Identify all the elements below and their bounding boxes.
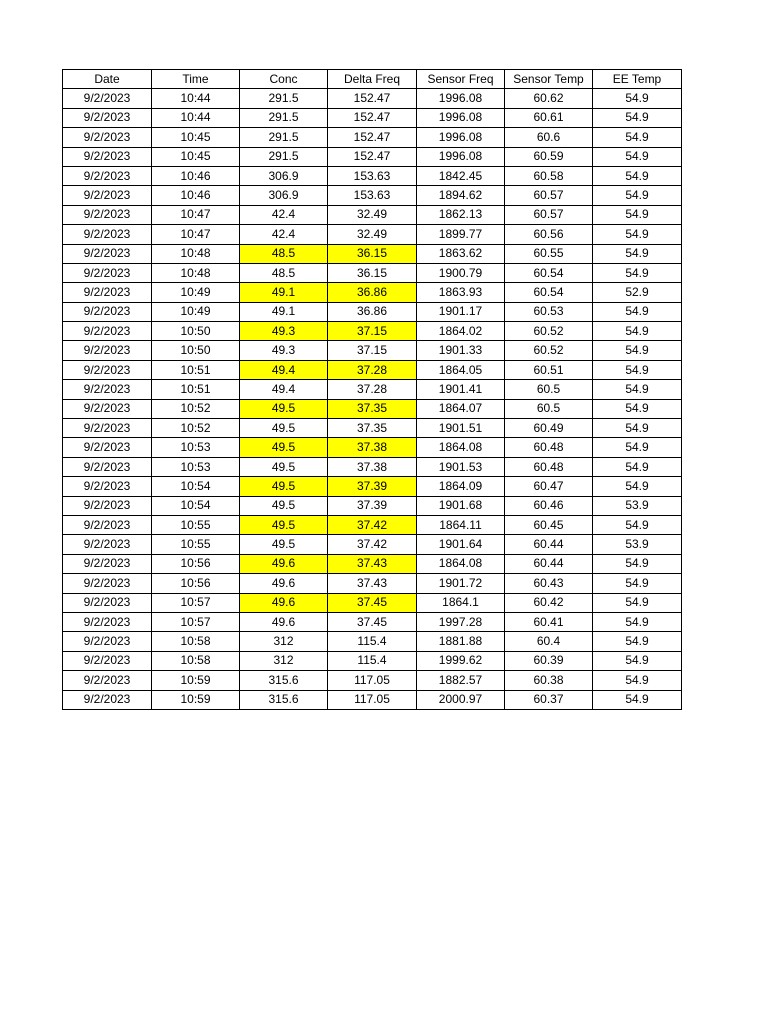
cell-sensor-freq: 1901.17 (417, 302, 505, 321)
table-row (63, 147, 682, 166)
cell-date: 9/2/2023 (63, 263, 152, 282)
cell-sensor-freq: 1882.57 (417, 671, 505, 690)
table-row (63, 186, 682, 205)
cell-time: 10:48 (152, 263, 240, 282)
cell-conc: 49.6 (240, 554, 328, 573)
data-table (62, 69, 682, 710)
cell-conc: 306.9 (240, 186, 328, 205)
cell-delta-freq: 37.39 (328, 496, 417, 515)
cell-date: 9/2/2023 (63, 302, 152, 321)
table-row (63, 108, 682, 127)
cell-conc: 291.5 (240, 89, 328, 108)
cell-sensor-freq: 1901.53 (417, 457, 505, 476)
cell-time: 10:46 (152, 166, 240, 185)
cell-ee-temp: 54.9 (593, 302, 682, 321)
cell-sensor-temp: 60.52 (505, 322, 593, 341)
table-row (63, 225, 682, 244)
cell-date: 9/2/2023 (63, 166, 152, 185)
cell-date: 9/2/2023 (63, 690, 152, 709)
cell-conc: 315.6 (240, 671, 328, 690)
table-row (63, 341, 682, 360)
cell-delta-freq: 37.28 (328, 360, 417, 379)
cell-ee-temp: 54.9 (593, 651, 682, 670)
cell-sensor-freq: 1881.88 (417, 632, 505, 651)
cell-time: 10:58 (152, 632, 240, 651)
cell-sensor-temp: 60.56 (505, 225, 593, 244)
table-row (63, 166, 682, 185)
cell-ee-temp: 54.9 (593, 457, 682, 476)
table-row (63, 360, 682, 379)
cell-ee-temp: 54.9 (593, 225, 682, 244)
cell-date: 9/2/2023 (63, 147, 152, 166)
cell-sensor-freq: 1899.77 (417, 225, 505, 244)
cell-delta-freq: 37.43 (328, 574, 417, 593)
cell-sensor-temp: 60.5 (505, 399, 593, 418)
cell-sensor-freq: 1862.13 (417, 205, 505, 224)
cell-time: 10:53 (152, 457, 240, 476)
cell-time: 10:49 (152, 283, 240, 302)
cell-sensor-temp: 60.48 (505, 457, 593, 476)
cell-ee-temp: 54.9 (593, 593, 682, 612)
cell-conc: 49.4 (240, 380, 328, 399)
cell-sensor-freq: 1996.08 (417, 89, 505, 108)
cell-delta-freq: 37.45 (328, 593, 417, 612)
cell-date: 9/2/2023 (63, 632, 152, 651)
cell-ee-temp: 54.9 (593, 205, 682, 224)
cell-sensor-freq: 1901.64 (417, 535, 505, 554)
cell-conc: 49.5 (240, 438, 328, 457)
cell-delta-freq: 152.47 (328, 128, 417, 147)
cell-time: 10:50 (152, 322, 240, 341)
cell-date: 9/2/2023 (63, 322, 152, 341)
cell-date: 9/2/2023 (63, 419, 152, 438)
cell-sensor-temp: 60.42 (505, 593, 593, 612)
cell-conc: 291.5 (240, 147, 328, 166)
cell-sensor-freq: 1901.41 (417, 380, 505, 399)
table-row (63, 496, 682, 515)
cell-delta-freq: 36.15 (328, 244, 417, 263)
cell-time: 10:55 (152, 515, 240, 534)
cell-date: 9/2/2023 (63, 438, 152, 457)
cell-sensor-freq: 1842.45 (417, 166, 505, 185)
cell-sensor-temp: 60.58 (505, 166, 593, 185)
cell-date: 9/2/2023 (63, 671, 152, 690)
table-row (63, 515, 682, 534)
cell-time: 10:50 (152, 341, 240, 360)
column-header-sensor-freq: Sensor Freq (417, 70, 505, 89)
cell-sensor-freq: 1997.28 (417, 612, 505, 631)
cell-time: 10:53 (152, 438, 240, 457)
cell-conc: 49.3 (240, 322, 328, 341)
cell-delta-freq: 37.43 (328, 554, 417, 573)
cell-date: 9/2/2023 (63, 574, 152, 593)
cell-delta-freq: 36.15 (328, 263, 417, 282)
cell-sensor-temp: 60.51 (505, 360, 593, 379)
cell-sensor-freq: 1864.11 (417, 515, 505, 534)
cell-conc: 49.6 (240, 612, 328, 631)
table-row (63, 128, 682, 147)
cell-date: 9/2/2023 (63, 186, 152, 205)
table-row (63, 535, 682, 554)
table-row (63, 671, 682, 690)
cell-ee-temp: 54.9 (593, 632, 682, 651)
cell-sensor-temp: 60.62 (505, 89, 593, 108)
cell-delta-freq: 37.42 (328, 515, 417, 534)
column-header-delta-freq: Delta Freq (328, 70, 417, 89)
cell-time: 10:44 (152, 108, 240, 127)
cell-sensor-freq: 1864.1 (417, 593, 505, 612)
column-header-sensor-temp: Sensor Temp (505, 70, 593, 89)
cell-ee-temp: 54.9 (593, 690, 682, 709)
table-row (63, 89, 682, 108)
cell-sensor-temp: 60.48 (505, 438, 593, 457)
cell-delta-freq: 36.86 (328, 283, 417, 302)
cell-delta-freq: 37.38 (328, 438, 417, 457)
cell-conc: 291.5 (240, 108, 328, 127)
cell-date: 9/2/2023 (63, 128, 152, 147)
cell-sensor-temp: 60.45 (505, 515, 593, 534)
cell-time: 10:51 (152, 360, 240, 379)
table-row (63, 554, 682, 573)
cell-ee-temp: 54.9 (593, 399, 682, 418)
cell-ee-temp: 52.9 (593, 283, 682, 302)
cell-sensor-temp: 60.61 (505, 108, 593, 127)
cell-sensor-temp: 60.5 (505, 380, 593, 399)
cell-delta-freq: 115.4 (328, 651, 417, 670)
cell-conc: 49.1 (240, 302, 328, 321)
cell-ee-temp: 54.9 (593, 322, 682, 341)
cell-ee-temp: 54.9 (593, 515, 682, 534)
cell-sensor-freq: 1863.62 (417, 244, 505, 263)
cell-date: 9/2/2023 (63, 477, 152, 496)
cell-date: 9/2/2023 (63, 341, 152, 360)
cell-conc: 42.4 (240, 205, 328, 224)
cell-delta-freq: 37.15 (328, 322, 417, 341)
cell-delta-freq: 37.45 (328, 612, 417, 631)
cell-conc: 291.5 (240, 128, 328, 147)
cell-time: 10:59 (152, 690, 240, 709)
cell-time: 10:54 (152, 496, 240, 515)
cell-conc: 49.5 (240, 477, 328, 496)
cell-ee-temp: 54.9 (593, 612, 682, 631)
cell-sensor-freq: 1900.79 (417, 263, 505, 282)
cell-conc: 49.5 (240, 515, 328, 534)
cell-time: 10:51 (152, 380, 240, 399)
cell-sensor-freq: 1864.09 (417, 477, 505, 496)
cell-delta-freq: 37.28 (328, 380, 417, 399)
cell-delta-freq: 152.47 (328, 108, 417, 127)
cell-sensor-temp: 60.6 (505, 128, 593, 147)
cell-conc: 49.5 (240, 496, 328, 515)
cell-delta-freq: 32.49 (328, 205, 417, 224)
cell-sensor-freq: 1901.51 (417, 419, 505, 438)
cell-date: 9/2/2023 (63, 244, 152, 263)
cell-sensor-temp: 60.43 (505, 574, 593, 593)
cell-delta-freq: 37.15 (328, 341, 417, 360)
cell-sensor-freq: 1901.33 (417, 341, 505, 360)
table-row (63, 574, 682, 593)
cell-conc: 42.4 (240, 225, 328, 244)
cell-time: 10:47 (152, 225, 240, 244)
cell-time: 10:46 (152, 186, 240, 205)
cell-ee-temp: 54.9 (593, 186, 682, 205)
cell-ee-temp: 54.9 (593, 147, 682, 166)
cell-delta-freq: 37.39 (328, 477, 417, 496)
cell-date: 9/2/2023 (63, 651, 152, 670)
cell-sensor-freq: 1901.72 (417, 574, 505, 593)
cell-conc: 312 (240, 632, 328, 651)
cell-date: 9/2/2023 (63, 612, 152, 631)
cell-date: 9/2/2023 (63, 205, 152, 224)
cell-sensor-temp: 60.47 (505, 477, 593, 496)
table-row (63, 302, 682, 321)
cell-ee-temp: 54.9 (593, 360, 682, 379)
cell-conc: 306.9 (240, 166, 328, 185)
cell-delta-freq: 152.47 (328, 89, 417, 108)
cell-ee-temp: 54.9 (593, 380, 682, 399)
cell-sensor-temp: 60.54 (505, 283, 593, 302)
cell-conc: 312 (240, 651, 328, 670)
cell-date: 9/2/2023 (63, 554, 152, 573)
cell-sensor-temp: 60.46 (505, 496, 593, 515)
header-row (63, 70, 682, 89)
cell-ee-temp: 54.9 (593, 671, 682, 690)
cell-sensor-temp: 60.52 (505, 341, 593, 360)
cell-time: 10:45 (152, 147, 240, 166)
cell-sensor-temp: 60.44 (505, 535, 593, 554)
cell-conc: 49.5 (240, 457, 328, 476)
cell-ee-temp: 54.9 (593, 128, 682, 147)
cell-sensor-freq: 1901.68 (417, 496, 505, 515)
cell-date: 9/2/2023 (63, 496, 152, 515)
cell-time: 10:55 (152, 535, 240, 554)
cell-conc: 49.6 (240, 593, 328, 612)
cell-ee-temp: 54.9 (593, 108, 682, 127)
cell-delta-freq: 37.42 (328, 535, 417, 554)
cell-sensor-temp: 60.4 (505, 632, 593, 651)
cell-conc: 49.5 (240, 535, 328, 554)
cell-conc: 49.3 (240, 341, 328, 360)
cell-date: 9/2/2023 (63, 89, 152, 108)
cell-sensor-temp: 60.57 (505, 205, 593, 224)
cell-time: 10:54 (152, 477, 240, 496)
cell-delta-freq: 37.35 (328, 419, 417, 438)
column-header-date: Date (63, 70, 152, 89)
cell-conc: 49.4 (240, 360, 328, 379)
cell-sensor-temp: 60.38 (505, 671, 593, 690)
cell-delta-freq: 115.4 (328, 632, 417, 651)
cell-ee-temp: 53.9 (593, 535, 682, 554)
cell-delta-freq: 37.35 (328, 399, 417, 418)
cell-sensor-freq: 1999.62 (417, 651, 505, 670)
column-header-conc: Conc (240, 70, 328, 89)
cell-time: 10:47 (152, 205, 240, 224)
cell-date: 9/2/2023 (63, 360, 152, 379)
table-row (63, 263, 682, 282)
cell-ee-temp: 54.9 (593, 477, 682, 496)
cell-time: 10:57 (152, 593, 240, 612)
cell-time: 10:57 (152, 612, 240, 631)
cell-sensor-temp: 60.55 (505, 244, 593, 263)
cell-ee-temp: 54.9 (593, 438, 682, 457)
cell-date: 9/2/2023 (63, 399, 152, 418)
cell-sensor-freq: 1996.08 (417, 128, 505, 147)
table-row (63, 419, 682, 438)
cell-time: 10:56 (152, 554, 240, 573)
cell-sensor-freq: 1864.07 (417, 399, 505, 418)
table-row (63, 283, 682, 302)
cell-delta-freq: 36.86 (328, 302, 417, 321)
cell-date: 9/2/2023 (63, 535, 152, 554)
cell-sensor-temp: 60.59 (505, 147, 593, 166)
cell-time: 10:59 (152, 671, 240, 690)
cell-ee-temp: 54.9 (593, 89, 682, 108)
cell-date: 9/2/2023 (63, 283, 152, 302)
cell-delta-freq: 32.49 (328, 225, 417, 244)
cell-sensor-temp: 60.44 (505, 554, 593, 573)
table-row (63, 244, 682, 263)
cell-conc: 48.5 (240, 263, 328, 282)
cell-sensor-freq: 1996.08 (417, 147, 505, 166)
table-row (63, 690, 682, 709)
cell-sensor-freq: 2000.97 (417, 690, 505, 709)
cell-sensor-freq: 1864.08 (417, 438, 505, 457)
cell-sensor-freq: 1864.08 (417, 554, 505, 573)
cell-delta-freq: 37.38 (328, 457, 417, 476)
cell-delta-freq: 117.05 (328, 690, 417, 709)
cell-delta-freq: 153.63 (328, 186, 417, 205)
cell-time: 10:48 (152, 244, 240, 263)
cell-ee-temp: 54.9 (593, 554, 682, 573)
cell-ee-temp: 54.9 (593, 574, 682, 593)
cell-conc: 49.5 (240, 419, 328, 438)
column-header-ee-temp: EE Temp (593, 70, 682, 89)
cell-date: 9/2/2023 (63, 225, 152, 244)
cell-sensor-freq: 1996.08 (417, 108, 505, 127)
cell-time: 10:52 (152, 399, 240, 418)
cell-time: 10:58 (152, 651, 240, 670)
cell-ee-temp: 53.9 (593, 496, 682, 515)
cell-date: 9/2/2023 (63, 108, 152, 127)
table-row (63, 651, 682, 670)
cell-date: 9/2/2023 (63, 457, 152, 476)
cell-conc: 315.6 (240, 690, 328, 709)
cell-sensor-temp: 60.41 (505, 612, 593, 631)
cell-sensor-freq: 1864.05 (417, 360, 505, 379)
cell-date: 9/2/2023 (63, 515, 152, 534)
cell-delta-freq: 153.63 (328, 166, 417, 185)
cell-time: 10:44 (152, 89, 240, 108)
cell-time: 10:52 (152, 419, 240, 438)
table-body (63, 89, 682, 710)
cell-sensor-temp: 60.57 (505, 186, 593, 205)
cell-time: 10:49 (152, 302, 240, 321)
table-row (63, 632, 682, 651)
table-row (63, 205, 682, 224)
cell-sensor-temp: 60.39 (505, 651, 593, 670)
cell-sensor-temp: 60.53 (505, 302, 593, 321)
table-row (63, 438, 682, 457)
table-row (63, 457, 682, 476)
cell-sensor-freq: 1863.93 (417, 283, 505, 302)
table-row (63, 593, 682, 612)
cell-ee-temp: 54.9 (593, 244, 682, 263)
cell-ee-temp: 54.9 (593, 341, 682, 360)
cell-time: 10:45 (152, 128, 240, 147)
cell-conc: 49.5 (240, 399, 328, 418)
cell-sensor-freq: 1864.02 (417, 322, 505, 341)
table-row (63, 399, 682, 418)
cell-delta-freq: 152.47 (328, 147, 417, 166)
cell-delta-freq: 117.05 (328, 671, 417, 690)
column-header-time: Time (152, 70, 240, 89)
cell-sensor-freq: 1894.62 (417, 186, 505, 205)
table-row (63, 477, 682, 496)
cell-conc: 49.6 (240, 574, 328, 593)
cell-sensor-temp: 60.49 (505, 419, 593, 438)
cell-sensor-temp: 60.37 (505, 690, 593, 709)
cell-conc: 49.1 (240, 283, 328, 302)
cell-time: 10:56 (152, 574, 240, 593)
table-row (63, 322, 682, 341)
cell-conc: 48.5 (240, 244, 328, 263)
cell-ee-temp: 54.9 (593, 166, 682, 185)
cell-date: 9/2/2023 (63, 593, 152, 612)
cell-date: 9/2/2023 (63, 380, 152, 399)
cell-sensor-temp: 60.54 (505, 263, 593, 282)
cell-ee-temp: 54.9 (593, 263, 682, 282)
cell-ee-temp: 54.9 (593, 419, 682, 438)
table-row (63, 612, 682, 631)
table-row (63, 380, 682, 399)
